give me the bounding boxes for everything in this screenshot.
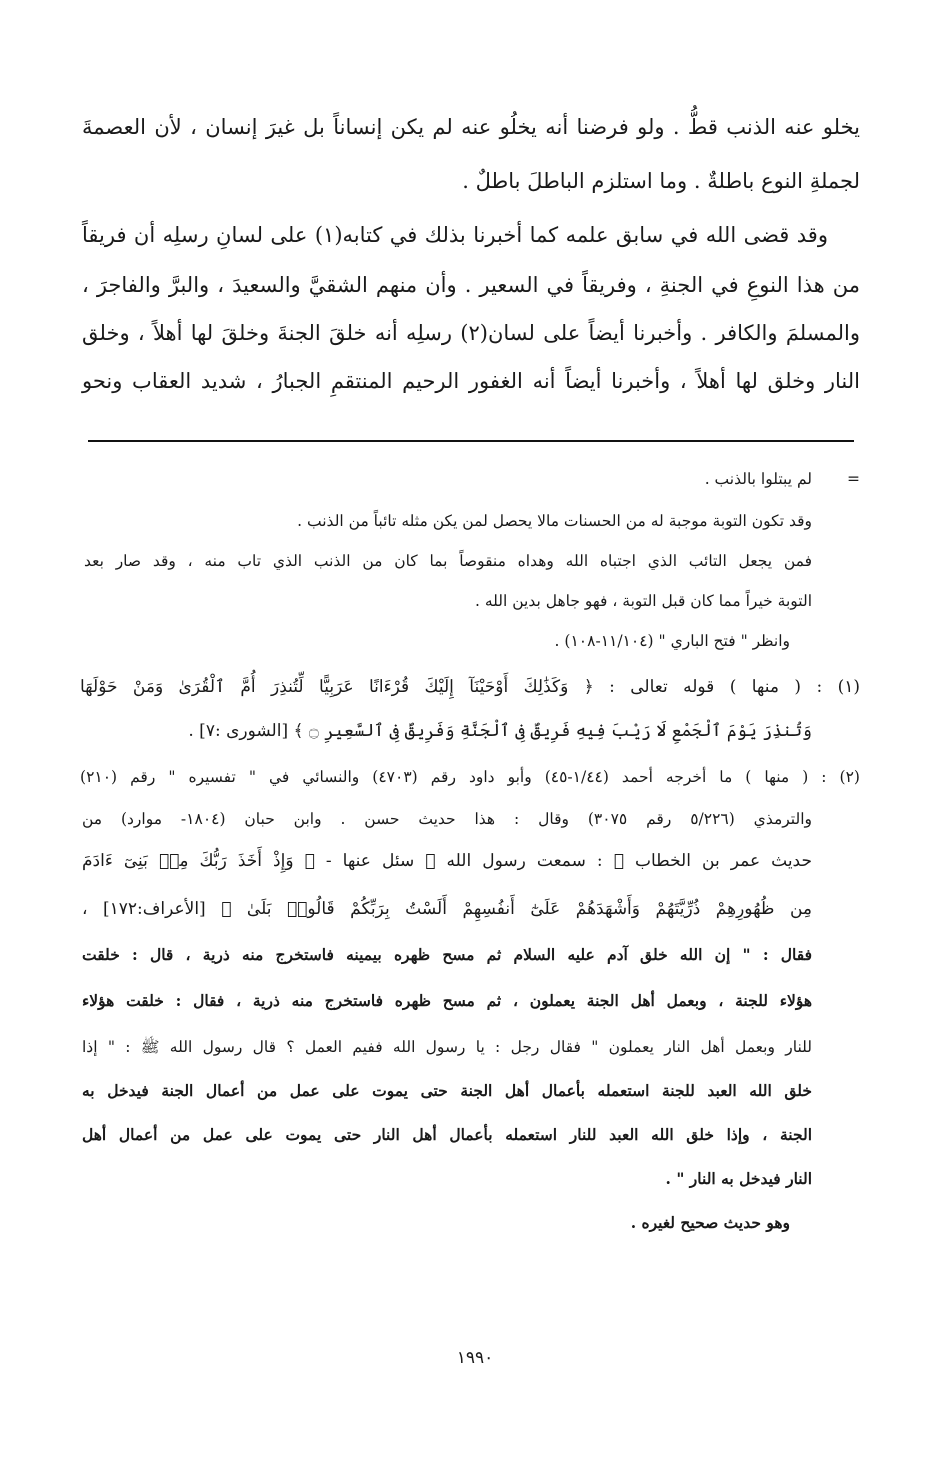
footnote-2-line: هؤلاء للجنة ، وبعمل أهل الجنة يعملون ، ثم مسح ظهره فاستخرج منه ذرية ، فقال : خلقت هؤلاء [82,991,812,1010]
page-number: ١٩٩٠ [456,1348,494,1368]
footnote-2-line: الجنة ، وإذا خلق الله العبد للنار استعمله بأعمال أهل النار حتى يموت على عمل من أعمال أهل [82,1125,812,1144]
footnote-2-line: للنار وبعمل أهل النار يعملون " فقال رجل : يا رسول الله ففيم العمل ؟ قال رسول الله ﷺ : " إذا [82,1038,812,1056]
main-line: يخلو عنه الذنب قطُّ . ولو فرضنا أنه يخلُو عنه لم يكن إنساناً بل غيرَ إنسان ، لأن العصمةَ [82,115,860,139]
footnote-2-line: خلق الله العبد للجنة استعمله بأعمال أهل الجنة حتى يموت على عمل من أعمال الجنة فيدخل به [82,1081,812,1100]
footnote-2-line: فقال : " إن الله خلق آدم عليه السلام ثم مسح ظهره بيمينه فاستخرج منه ذرية ، قال : خلقت [82,945,812,964]
footnote-line: لم يبتلوا بالذنب . [704,470,812,488]
footnote-continuation-marker: = [847,470,860,488]
main-line: وقد قضى الله في سابق علمه كما أخبرنا بذلك في كتابه(١) على لسانِ رسلِه أن فريقاً [82,223,828,247]
footnote-2-line: (٢) : ( منها ) ما أخرجه أحمد (١/٤٤-٤٥) وأبو داود رقم (٤٧٠٣) والنسائي في " تفسيره " رقم (٢١٠) [80,768,860,786]
footnote-separator [88,440,854,442]
footnote-line: وانظر " فتح الباري " (١١/١٠٤-١٠٨) . [554,632,790,650]
main-line: لجملةِ النوع باطلةٌ . وما استلزم الباطلَ باطلٌ . [462,169,860,193]
footnote-line: فمن يجعل التائب الذي اجتباه الله وهداه منقوصاً بما كان من الذنب الذي تاب منه ، وقد صار بعد [84,552,812,570]
footnote-2-line: النار فيدخل به النار " . [665,1169,812,1188]
footnote-2-line: والترمذي (٥/٢٢٦ رقم ٣٠٧٥) وقال : هذا حديث حسن . وابن حبان (١٨٠٤- موارد) من [82,810,812,828]
footnote-1-line: (١) : ( منها ) قوله تعالى : ﴿ وَكَذَٰلِكَ أَوْحَيْنَآ إِلَيْكَ قُرْءَانًا عَرَبِيًّا لِّتُنذِرَ أُمَّ ٱلْقُرَىٰ وَمَنْ حَوْلَهَا [80,677,860,697]
footnote-2-line: مِن ظُهُورِهِمْ ذُرِّيَّتَهُمْ وَأَشْهَدَهُمْ عَلَىٰٓ أَنفُسِهِمْ أَلَسْتُ بِرَبِّكُمْ قَالُوا۟ بَلَىٰ ﴾ [الأعراف:١٧٢] ، [82,899,812,919]
main-line: والمسلمَ والكافر . وأخبرنا أيضاً على لسان(٢) رسلِه أنه خلقَ الجنةَ وخلقَ لها أهلاً ، وخلق [82,321,861,345]
footnote-2-line: حديث عمر بن الخطاب ﷺ : سمعت رسول الله ﷺ سئل عنها - ﴿ وَإِذْ أَخَذَ رَبُّكَ مِنۢ بَنِىٓ ءَادَمَ [82,851,812,871]
footnote-line: وقد تكون التوبة موجبة له من الحسنات مالا يحصل لمن يكن مثله تائباً من الذنب . [297,512,812,530]
main-line: من هذا النوعِ في الجنةِ ، وفريقاً في السعير . وأن منهم الشقيَّ والسعيدَ ، والبرَّ والفاجرَ ، [82,273,860,297]
footnote-2-line: وهو حديث صحيح لغيره . [630,1213,790,1232]
footnote-1-line: وَتُنذِرَ يَوْمَ ٱلْجَمْعِ لَا رَيْبَ فِيهِ فَرِيقٌ فِى ٱلْجَنَّةِ وَفَرِيقٌ فِى ٱلسَّعِيرِ ۝ ﴾ [الشورى :٧] . [188,721,812,741]
footnote-line: التوبة خيراً مما كان قبل التوبة ، فهو جاهل بدين الله . [474,592,812,610]
main-line: النار وخلق لها أهلاً ، وأخبرنا أيضاً أنه الغفور الرحيم المنتقمِ الجبارُ ، شديد العقاب ونحو [82,369,860,393]
